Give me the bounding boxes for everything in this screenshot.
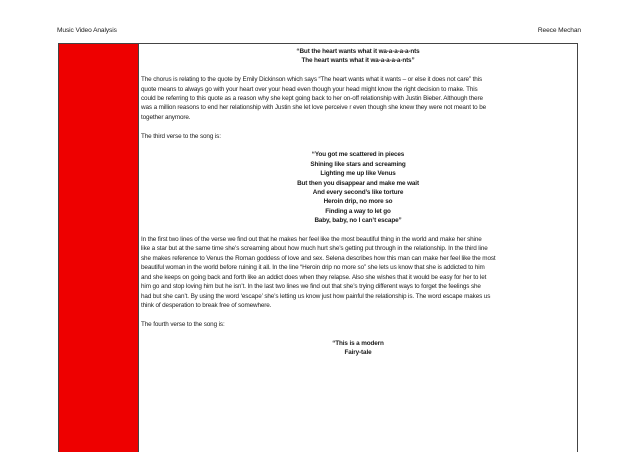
lyric-line: Fairy-tale bbox=[344, 348, 372, 356]
lyric-line: Baby, baby, no I can’t escape” bbox=[314, 217, 402, 225]
analysis-paragraph-1 bbox=[141, 75, 575, 122]
paragraph-line: beautiful woman in the world before ruining it all. In the line “Heroin drip no more so” she lets us know that she is addicted to him bbox=[141, 264, 485, 272]
lyric-line: Shining like stars and screaming bbox=[310, 160, 406, 168]
paragraph-line: had but she can’t. By using the word ‘escape’ she’s letting us know just how painful the relationship is. The word escape makes us bbox=[141, 292, 491, 300]
red-sidebar-column bbox=[59, 44, 139, 452]
third-verse-intro: The third verse to the song is: bbox=[141, 132, 221, 140]
paragraph-line: together anymore. bbox=[141, 113, 191, 121]
header-title: Music Video Analysis bbox=[57, 27, 117, 34]
analysis-paragraph-2 bbox=[141, 235, 575, 310]
quote-line: “But the heart wants what it wa-a-a-a-a-nts bbox=[296, 48, 420, 55]
chorus-quote bbox=[141, 47, 575, 66]
verse-three-lyrics bbox=[141, 150, 575, 225]
verse-four-lyrics bbox=[141, 339, 575, 358]
lyric-line: Heroin drip, no more so bbox=[323, 198, 393, 206]
quote-line: The heart wants what it wa-a-a-a-a-nts” bbox=[301, 57, 415, 65]
table-content bbox=[141, 47, 575, 357]
header-author: Reece Mechan bbox=[537, 27, 581, 34]
paragraph-line: him go and stop loving him but he isn’t. In the last two lines we find out that she’s trying different ways to forget the feelings she bbox=[141, 283, 481, 291]
document-table bbox=[58, 43, 578, 452]
paragraph-line: The chorus is relating to the quote by Emily Dickinson which says “The heart wants what it wants – or else it does not care” this bbox=[141, 76, 482, 84]
lyric-line: “This is a modern bbox=[332, 339, 384, 347]
paragraph-line: and she keeps on going back and forth like an addict does when they relapse. Also she wishes that it would be easy for her to let bbox=[141, 273, 487, 281]
lyric-line: Lighting me up like Venus bbox=[320, 170, 396, 178]
paragraph-line: like a star but at the same time she’s screaming about how much hurt she’s getting put through in the relationship. In the third line bbox=[141, 245, 488, 253]
paragraph-line: In the first two lines of the verse we find out that he makes her feel like the most beautiful thing in the world and make her shine bbox=[141, 236, 482, 244]
paragraph-line: could be referring to this quote as a reason why she kept going back to her on-off relationship with Justin Bieber. Although there bbox=[141, 95, 483, 103]
lyric-line: But then you disappear and make me wait bbox=[297, 179, 419, 187]
lyric-line: And every second’s like torture bbox=[312, 189, 404, 197]
fourth-verse-intro: The fourth verse to the song is: bbox=[141, 320, 225, 328]
paragraph-line: quote means to always go with your heart over your head even though your head might know the right decision to make. This bbox=[141, 85, 478, 93]
paragraph-line: was a million reasons to end her relationship with Justin she let love perceive r even though she knew they were not meant to be bbox=[141, 104, 487, 112]
paragraph-line: she makes reference to Venus the Roman goddess of love and sex. Selena describes how this man can make her feel like the most bbox=[141, 254, 496, 262]
lyric-line: Finding a way to let go bbox=[325, 207, 391, 215]
paragraph-line: think of desperation to break free of somewhere. bbox=[141, 301, 272, 309]
lyric-line: “You got me scattered in pieces bbox=[311, 151, 405, 159]
